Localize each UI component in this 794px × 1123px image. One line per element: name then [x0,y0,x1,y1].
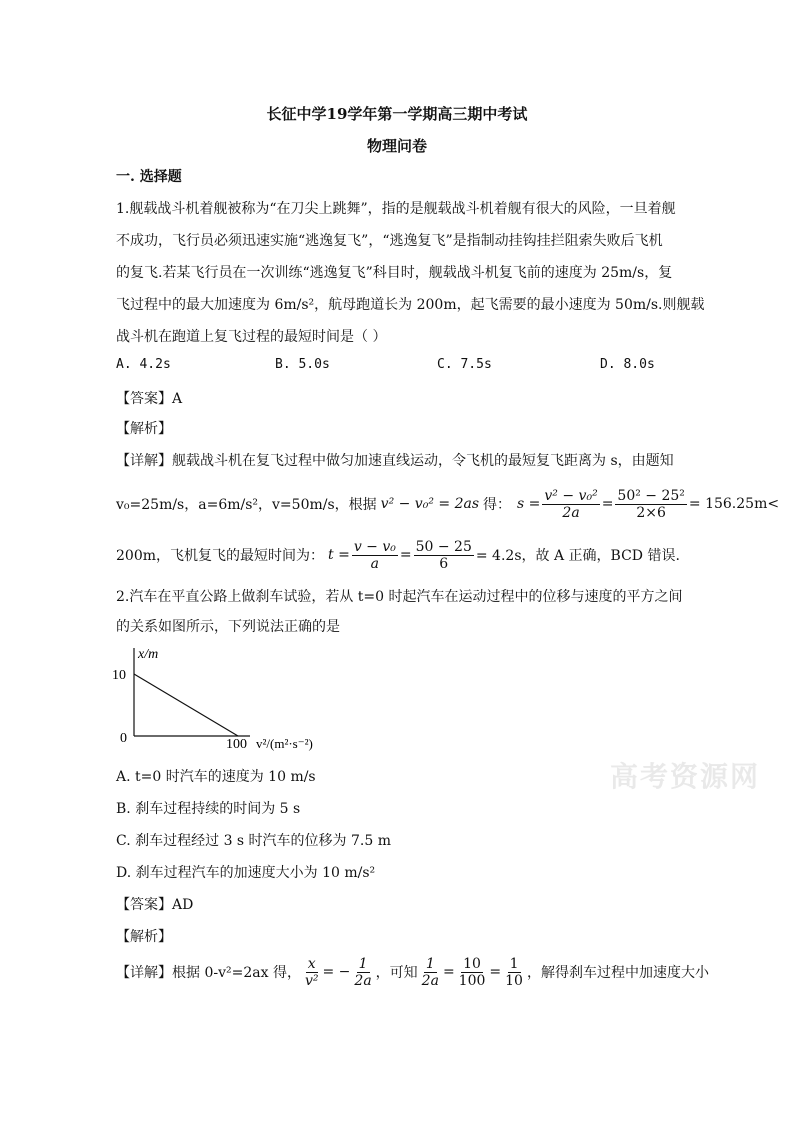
q2-detail-row [116,950,709,994]
q1-fraction: $\frac{\text{v² − v₀²}}{2a}$ [544,487,598,521]
q2-option-a: A. t=0 时汽车的速度为 10 m/s [116,769,316,785]
q1-stem-line: 的复飞.若某飞行员在一次训练“逃逸复飞”科目时，舰载战斗机复飞前的速度为 25m/s，复 [116,265,673,281]
q1-detail-time-row: 200m，飞机复飞的最短时间为： t = $\frac{\text{v − v₀}}{a}$ = $\frac{50 - 25}{6}$ = 4.2s，故 A 正确，BCD 错误. [116,538,680,572]
q2-fraction: $\frac{1}{2a}$ [421,955,439,989]
q1-option-c: C. 7.5s [437,357,492,372]
x-axis-label: v²/(m²·s⁻²) [256,736,313,751]
y-axis-label: x/m [138,647,159,662]
q2-stem-line: 的关系如图所示，下列说法正确的是 [116,619,340,635]
q1-detail-line: 【详解】舰载战斗机在复飞过程中做匀加速直线运动，令飞机的最短复飞距离为 s，由题知 [116,453,674,469]
q1-answer: 【答案】A [116,391,183,407]
q2-option-d: D. 刹车过程汽车的加速度大小为 10 m/s² [116,865,376,881]
q1-option-a: A. 4.2s [116,357,171,372]
q1-analysis-label: 【解析】 [116,421,172,437]
q2-analysis-label: 【解析】 [116,929,172,945]
q1-option-b: B. 5.0s [275,357,330,372]
q2-answer: 【答案】AD [116,897,194,913]
q2-equals: = [489,964,502,980]
q1-stem-line: 飞过程中的最大加速度为 6m/s²，航母跑道长为 200m，起飞需要的最小速度为 50m/s.则舰载 [116,297,705,313]
q1-s-symbol: s = [517,496,541,512]
q1-stem-line: 1.舰载战斗机着舰被称为“在刀尖上跳舞”，指的是舰载战斗机着舰有很大的风险，一旦着舰 [116,201,676,217]
q2-fraction: $\frac{x}{\text{v²}}$ [304,955,319,989]
q1-t-symbol: t = [328,547,350,563]
watermark: 高考资源网 [610,760,761,793]
origin-label: 0 [120,731,127,746]
q1-fraction: $\frac{50 - 25}{6}$ [415,538,472,572]
paper-subtitle: 物理问卷 [366,137,427,155]
q1-fraction: $\frac{\text{50² − 25²}}{2\times 6}$ [617,487,685,521]
q2-equals: = [442,964,455,980]
q2-detail-text: ，可知 [375,965,418,981]
q1-option-d: D. 8.0s [600,357,655,372]
q1-detail-given: v₀=25m/s，a=6m/s²，v=50m/s，根据 [116,497,377,513]
q1-fraction: $\frac{\text{v − v₀}}{a}$ [353,538,396,572]
data-line [134,674,238,736]
y-tick-label: 10 [112,668,126,683]
q2-fraction: $\frac{1}{2a}$ [354,955,372,989]
q1-detail-conclusion: = 4.2s，故 A 正确，BCD 错误. [475,548,680,564]
q1-stem-line: 战斗机在跑道上复飞过程的最短时间是（ ） [116,329,387,345]
section-heading: 一. 选择题 [116,169,182,185]
q1-detail-text: 得： [483,497,512,513]
q2-option-c: C. 刹车过程经过 3 s 时汽车的位移为 7.5 m [116,833,391,849]
q1-detail-text: 200m，飞机复飞的最短时间为： [116,548,324,564]
q1-detail-result: = 156.25m< [688,496,780,512]
q1-stem-line: 不成功，飞行员必须迅速实施“逃逸复飞”，“逃逸复飞”是指制动挂钩挂拦阻索失败后飞机 [116,233,663,249]
q2-stem-line: 2.汽车在平直公路上做刹车试验，若从 t=0 时起汽车在运动过程中的位移与速度的平方之间 [116,589,683,605]
q2-detail-text: ，解得刹车过程中加速度大小 [526,965,709,981]
q2-fraction: $\frac{1}{10}$ [505,955,523,989]
q1-kinematic-formula: v² − v₀² = 2as [380,496,480,512]
q1-detail-formula-row: v₀=25m/s，a=6m/s²，v=50m/s，根据 v² − v₀² = 2as 得： s = $\frac{\text{v² − v₀²}}{2a}$ = $\frac{\text{50² − 25²}}{2\times 6}$ = 156.25m< [116,487,780,521]
q2-equals: = − [322,964,351,980]
q2-fraction: $\frac{10}{100}$ [458,955,486,989]
q2-chart [110,640,350,755]
exam-title: 长征中学19学年第一学期高三期中考试 [266,105,528,123]
q2-option-b: B. 刹车过程持续的时间为 5 s [116,801,301,817]
x-tick-label: 100 [226,737,247,752]
q2-detail-text: 【详解】根据 0-v²=2ax 得， [116,965,301,981]
